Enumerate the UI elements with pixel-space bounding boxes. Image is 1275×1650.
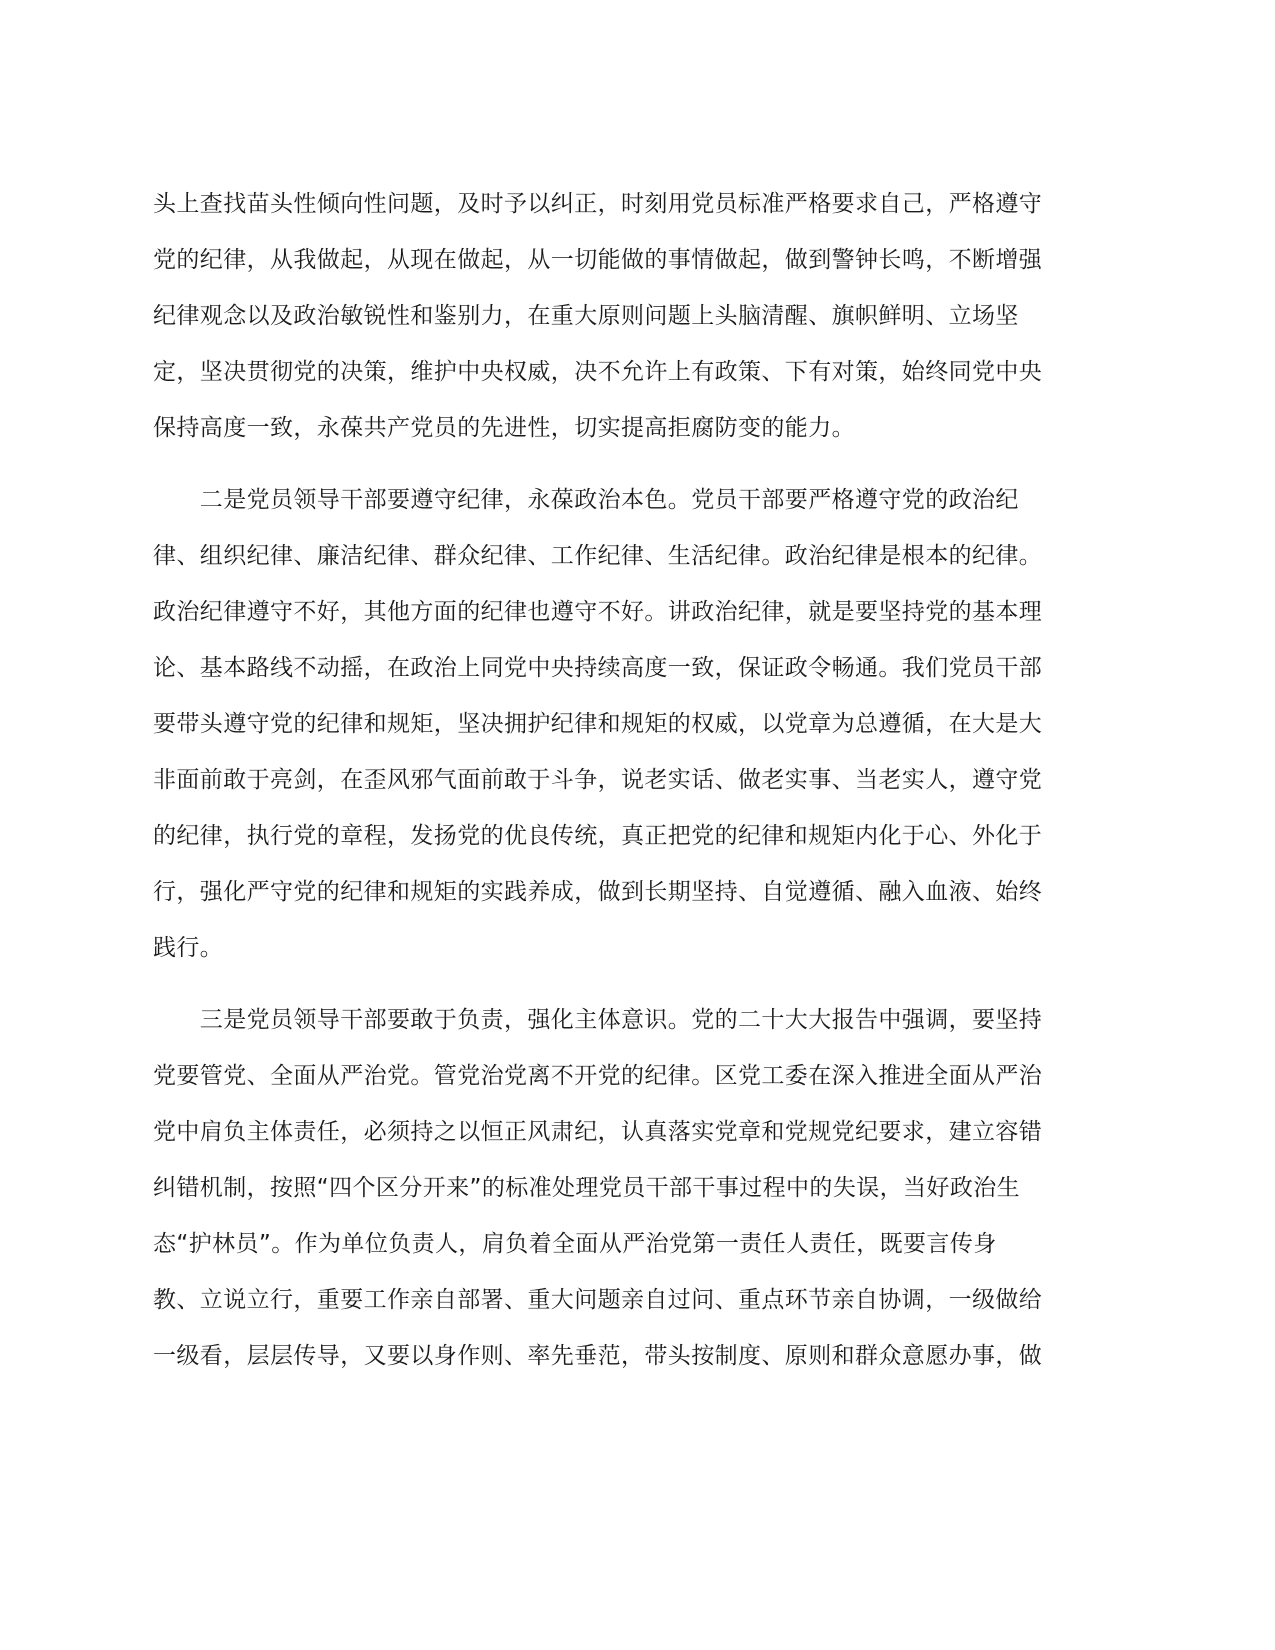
text-line: 保持高度一致，永葆共产党员的先进性，切实提高拒腐防变的能力。 bbox=[153, 415, 855, 441]
text-line: 行，强化严守党的纪律和规矩的实践养成，做到长期坚持、自觉遵循、融入血液、始终 bbox=[153, 879, 1043, 905]
text-line: 教、立说立行，重要工作亲自部署、重大问题亲自过问、重点环节亲自协调，一级做给 bbox=[153, 1287, 1043, 1313]
text-line: 纪律观念以及政治敏锐性和鉴别力，在重大原则问题上头脑清醒、旗帜鲜明、立场坚 bbox=[153, 303, 1019, 329]
text-line: 纠错机制，按照“四个区分开来”的标准处理党员干部干事过程中的失误，当好政治生 bbox=[153, 1175, 1021, 1201]
text-line: 二是党员领导干部要遵守纪律，永葆政治本色。党员干部要严格遵守党的政治纪 bbox=[153, 487, 1019, 513]
text-line: 党中肩负主体责任，必须持之以恒正风肃纪，认真落实党章和党规党纪要求，建立容错 bbox=[153, 1119, 1043, 1145]
text-line: 非面前敢于亮剑，在歪风邪气面前敢于斗争，说老实话、做老实事、当老实人，遵守党 bbox=[153, 767, 1043, 793]
text-line: 党的纪律，从我做起，从现在做起，从一切能做的事情做起，做到警钟长鸣，不断增强 bbox=[153, 247, 1043, 273]
text-line: 论、基本路线不动摇，在政治上同党中央持续高度一致，保证政令畅通。我们党员干部 bbox=[153, 655, 1043, 681]
text-line: 定，坚决贯彻党的决策，维护中央权威，决不允许上有政策、下有对策，始终同党中央 bbox=[153, 359, 1043, 385]
text-line: 律、组织纪律、廉洁纪律、群众纪律、工作纪律、生活纪律。政治纪律是根本的纪律。 bbox=[153, 543, 1043, 569]
text-line: 践行。 bbox=[153, 935, 224, 961]
text-line: 态“护林员”。作为单位负责人，肩负着全面从严治党第一责任人责任，既要言传身 bbox=[153, 1231, 997, 1257]
text-line: 一级看，层层传导，又要以身作则、率先垂范，带头按制度、原则和群众意愿办事，做 bbox=[153, 1343, 1043, 1369]
text-line: 要带头遵守党的纪律和规矩，坚决拥护纪律和规矩的权威，以党章为总遵循，在大是大 bbox=[153, 711, 1043, 737]
text-line: 头上查找苗头性倾向性问题，及时予以纠正，时刻用党员标准严格要求自己，严格遵守 bbox=[153, 191, 1043, 217]
text-line: 三是党员领导干部要敢于负责，强化主体意识。党的二十大大报告中强调，要坚持 bbox=[153, 1007, 1043, 1033]
text-line: 的纪律，执行党的章程，发扬党的优良传统，真正把党的纪律和规矩内化于心、外化于 bbox=[153, 823, 1043, 849]
text-line: 党要管党、全面从严治党。管党治党离不开党的纪律。区党工委在深入推进全面从严治 bbox=[153, 1063, 1043, 1089]
text-line: 政治纪律遵守不好，其他方面的纪律也遵守不好。讲政治纪律，就是要坚持党的基本理 bbox=[153, 599, 1043, 625]
